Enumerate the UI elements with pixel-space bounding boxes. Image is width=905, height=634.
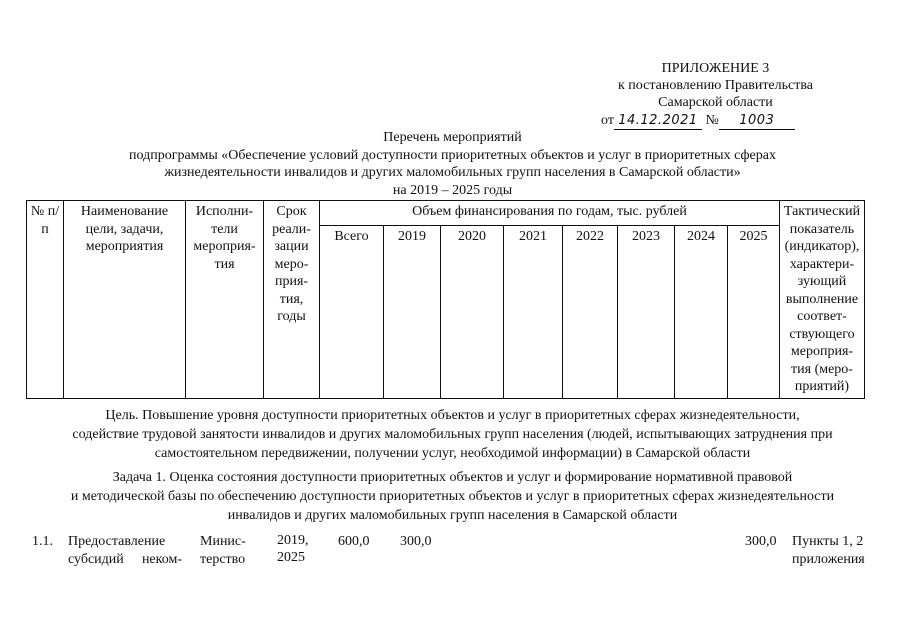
header-name: Наименование цели, задачи, мероприятия <box>64 201 186 399</box>
row-2025: 300,0 <box>745 534 777 549</box>
header-year-2024: 2024 <box>675 226 728 398</box>
header-indicator: Тактический показатель (индикатор), характери-зующий выполнение соответ-ствующего мероприя-тия (меро-приятий) <box>780 201 865 399</box>
header-total: Всего <box>320 226 384 398</box>
row-2019: 300,0 <box>400 534 432 549</box>
heading-line-2: подпрограммы «Обеспечение условий доступности приоритетных объектов и услуг в приоритетных сферах <box>129 147 776 163</box>
header-year-2020: 2020 <box>441 226 504 398</box>
row-term-line-1: 2019, <box>277 533 309 548</box>
order-number-label: № <box>705 113 719 128</box>
task-line-1: Задача 1. Оценка состояния доступности приоритетных объектов и услуг и формирование нормативной правовой <box>112 470 793 485</box>
heading-line-4: на 2019 – 2025 годы <box>392 182 513 198</box>
appendix-header <box>618 60 813 111</box>
header-financing: Объем финансирования по годам, тыс. рублей <box>320 201 780 226</box>
appendix-title: ПРИЛОЖЕНИЕ 3 <box>661 61 770 76</box>
header-year-2021: 2021 <box>504 226 563 398</box>
goal-text <box>0 406 905 463</box>
order-line <box>601 112 795 130</box>
goal-line-1: Цель. Повышение уровня доступности приоритетных объектов и услуг в приоритетных сферах жизнедеятельности, <box>105 408 800 423</box>
header-year-2019: 2019 <box>384 226 441 398</box>
row-indicator-line-1: Пункты 1, 2 <box>792 534 864 549</box>
row-number: 1.1. <box>32 534 53 549</box>
appendix-line-1: к постановлению Правительства <box>617 78 813 93</box>
task-line-2: и методической базы по обеспечению доступности приоритетных объектов и услуг в приоритетных сферах жизнедеятельности <box>70 489 835 504</box>
order-date: 14.12.2021 <box>614 112 702 130</box>
appendix-line-2: Самарской области <box>658 95 773 110</box>
header-year-2022: 2022 <box>563 226 618 398</box>
goal-line-3: самостоятельном передвижении, получении услуг, необходимой информации) в Самарской области <box>154 446 751 461</box>
task-line-3: инвалидов и других маломобильных групп населения в Самарской области <box>227 508 678 523</box>
document-heading <box>0 129 905 199</box>
row-name-line-2: субсидий неком- <box>68 552 182 567</box>
heading-line-3: жизнедеятельности инвалидов и других маломобильных групп населения в Самарской области» <box>164 165 741 180</box>
order-from-label: от <box>601 113 614 128</box>
header-year-2025: 2025 <box>728 226 780 398</box>
row-executor-line-1: Минис- <box>200 534 246 549</box>
row-name-line-1: Предоставление <box>68 534 166 549</box>
row-executor-line-2: терство <box>200 552 246 567</box>
measures-table <box>26 200 865 399</box>
row-total: 600,0 <box>338 534 370 549</box>
header-term: Срок реали-зации меро-прия-тия, годы <box>264 201 320 399</box>
goal-line-2: содействие трудовой занятости инвалидов и других маломобильных групп населения (людей, испытывающих затруднения при <box>72 427 833 442</box>
row-term-line-2: 2025 <box>277 550 305 565</box>
header-num: № п/п <box>27 201 64 399</box>
heading-line-1: Перечень мероприятий <box>383 130 522 145</box>
order-number: 1003 <box>719 112 795 130</box>
task-text <box>0 468 905 525</box>
header-year-2023: 2023 <box>618 226 675 398</box>
row-indicator-line-2: приложения <box>792 552 865 567</box>
header-executor: Исполни-тели мероприя-тия <box>186 201 264 399</box>
